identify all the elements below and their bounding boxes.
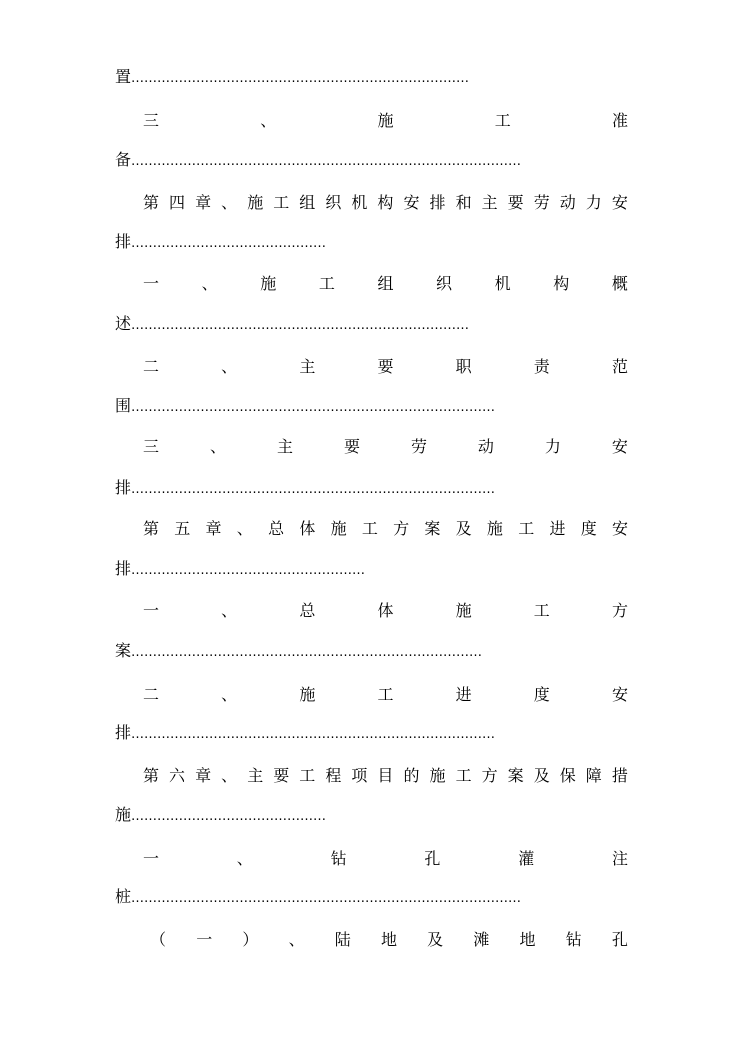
- toc-heading-line: [143, 685, 628, 705]
- toc-dot-leader: ………………………………………………………………………………: [131, 154, 522, 169]
- toc-dot-leader: ………………………………………: [131, 236, 327, 251]
- toc-heading-char: 第: [143, 193, 160, 212]
- toc-heading-char: 、: [288, 930, 305, 949]
- toc-line-tail: 施: [115, 805, 132, 824]
- toc-heading-char: 机: [494, 274, 511, 293]
- toc-dot-leader: ……………………………………………………………………: [131, 71, 470, 86]
- toc-heading-char: 工: [455, 766, 472, 785]
- toc-dot-leader: …………………………………………………………………………: [131, 482, 496, 497]
- toc-heading-char: 机: [351, 193, 368, 212]
- toc-heading-char: 、: [221, 601, 238, 620]
- toc-heading-char: 措: [611, 766, 628, 785]
- toc-heading-char: （: [150, 930, 167, 949]
- toc-line-tail: 述: [115, 314, 132, 333]
- toc-heading-char: 概: [611, 274, 628, 293]
- toc-line-tail: 排: [115, 478, 132, 497]
- toc-heading-char: 陆: [334, 930, 351, 949]
- toc-dot-leader: ………………………………………………: [131, 563, 366, 578]
- toc-heading-char: 力: [585, 193, 602, 212]
- toc-heading-char: 动: [559, 193, 576, 212]
- toc-heading-char: 工: [494, 111, 511, 130]
- toc-heading-line: [143, 111, 628, 131]
- toc-heading-char: 要: [273, 766, 290, 785]
- toc-heading-char: 总: [268, 519, 285, 538]
- toc-heading-char: 工: [377, 685, 394, 704]
- toc-line-tail: 排: [115, 559, 132, 578]
- toc-heading-char: 安: [403, 193, 420, 212]
- toc-heading-char: 工: [518, 519, 535, 538]
- toc-heading-char: 一: [143, 274, 160, 293]
- toc-heading-char: 灌: [518, 849, 535, 868]
- toc-leader-line: [115, 641, 628, 663]
- toc-heading-line: [143, 766, 628, 786]
- toc-heading-char: 案: [507, 766, 524, 785]
- toc-line-tail: 案: [115, 641, 132, 660]
- toc-heading-char: 施: [299, 685, 316, 704]
- toc-line-tail: 排: [115, 723, 132, 742]
- toc-dot-leader: …………………………………………………………………………: [131, 727, 496, 742]
- toc-heading-line: [143, 437, 628, 457]
- toc-heading-char: 二: [143, 685, 160, 704]
- toc-heading-char: 、: [209, 437, 226, 456]
- toc-heading-char: 施: [377, 111, 394, 130]
- toc-heading-char: 案: [424, 519, 441, 538]
- toc-heading-char: 工: [361, 519, 378, 538]
- toc-dot-leader: ………………………………………………………………………………: [131, 891, 522, 906]
- toc-heading-char: 项: [351, 766, 368, 785]
- toc-dot-leader: ………………………………………………………………………: [131, 645, 483, 660]
- toc-heading-char: 施: [247, 193, 264, 212]
- toc-heading-char: 织: [325, 193, 342, 212]
- toc-heading-char: 二: [143, 357, 160, 376]
- toc-heading-char: 和: [455, 193, 472, 212]
- toc-heading-char: 构: [553, 274, 570, 293]
- toc-heading-char: 地: [519, 930, 536, 949]
- toc-dot-leader: ……………………………………………………………………: [131, 318, 470, 333]
- toc-heading-char: 安: [611, 685, 628, 704]
- toc-heading-char: 孔: [611, 930, 628, 949]
- toc-heading-char: 施: [486, 519, 503, 538]
- toc-heading-char: 及: [455, 519, 472, 538]
- toc-heading-char: 注: [611, 849, 628, 868]
- toc-heading-char: 障: [585, 766, 602, 785]
- toc-heading-char: 施: [330, 519, 347, 538]
- toc-heading-char: 三: [143, 111, 160, 130]
- toc-heading-char: 施: [455, 601, 472, 620]
- toc-heading-line: [143, 601, 628, 621]
- toc-heading-char: 安: [611, 437, 628, 456]
- toc-heading-char: 安: [611, 519, 628, 538]
- toc-heading-char: 保: [559, 766, 576, 785]
- toc-heading-char: 准: [611, 111, 628, 130]
- toc-heading-line: [143, 849, 628, 869]
- toc-line-tail: 桩: [115, 887, 132, 906]
- toc-heading-char: 滩: [473, 930, 490, 949]
- toc-leader-line: [115, 314, 628, 336]
- toc-heading-char: 组: [299, 193, 316, 212]
- toc-heading-char: 章: [195, 766, 212, 785]
- toc-heading-char: 目: [377, 766, 394, 785]
- toc-heading-char: 主: [299, 357, 316, 376]
- toc-heading-char: 三: [143, 437, 160, 456]
- toc-heading-char: 五: [174, 519, 191, 538]
- toc-line-tail: 排: [115, 232, 132, 251]
- toc-heading-char: 要: [507, 193, 524, 212]
- toc-heading-char: 排: [429, 193, 446, 212]
- toc-dot-leader: …………………………………………………………………………: [131, 400, 496, 415]
- toc-heading-char: 织: [436, 274, 453, 293]
- toc-leader-line: [115, 723, 628, 745]
- toc-heading-char: 劳: [533, 193, 550, 212]
- toc-heading-char: 一: [143, 849, 160, 868]
- toc-heading-char: 钻: [565, 930, 582, 949]
- toc-heading-char: 章: [205, 519, 222, 538]
- toc-heading-char: 方: [611, 601, 628, 620]
- toc-heading-char: 动: [477, 437, 494, 456]
- toc-heading-char: 、: [201, 274, 218, 293]
- toc-heading-line: [150, 930, 628, 950]
- toc-heading-char: 构: [377, 193, 394, 212]
- toc-dot-leader: ………………………………………: [131, 809, 327, 824]
- toc-heading-char: 责: [533, 357, 550, 376]
- toc-heading-char: 施: [260, 274, 277, 293]
- toc-leader-line: [115, 887, 628, 909]
- toc-heading-char: 工: [318, 274, 335, 293]
- toc-heading-line: [143, 274, 628, 294]
- toc-heading-char: 组: [377, 274, 394, 293]
- toc-heading-char: 力: [544, 437, 561, 456]
- toc-heading-char: 要: [343, 437, 360, 456]
- toc-heading-char: 孔: [424, 849, 441, 868]
- toc-heading-line: [143, 357, 628, 377]
- toc-heading-char: 、: [236, 519, 253, 538]
- toc-heading-char: 第: [143, 766, 160, 785]
- toc-heading-char: 工: [273, 193, 290, 212]
- toc-heading-char: 及: [533, 766, 550, 785]
- toc-heading-char: 、: [221, 193, 238, 212]
- toc-leader-line: [115, 805, 628, 827]
- toc-heading-char: 、: [221, 766, 238, 785]
- toc-heading-char: 度: [580, 519, 597, 538]
- toc-heading-char: 工: [299, 766, 316, 785]
- toc-heading-char: 进: [549, 519, 566, 538]
- toc-leader-line: [115, 396, 628, 418]
- toc-heading-char: 第: [143, 519, 160, 538]
- toc-line-tail: 备: [115, 150, 132, 169]
- toc-heading-char: 的: [403, 766, 420, 785]
- toc-heading-char: 四: [169, 193, 186, 212]
- toc-heading-char: 主: [481, 193, 498, 212]
- toc-heading-char: 工: [533, 601, 550, 620]
- toc-heading-char: 方: [393, 519, 410, 538]
- toc-heading-char: 、: [221, 357, 238, 376]
- toc-leader-line: [115, 232, 628, 254]
- toc-heading-char: 体: [299, 519, 316, 538]
- toc-heading-char: 施: [429, 766, 446, 785]
- toc-heading-char: 进: [455, 685, 472, 704]
- toc-heading-char: 程: [325, 766, 342, 785]
- toc-heading-char: 体: [377, 601, 394, 620]
- toc-heading-char: 度: [533, 685, 550, 704]
- toc-heading-char: 总: [299, 601, 316, 620]
- toc-heading-line: [143, 193, 628, 213]
- toc-heading-char: 主: [276, 437, 293, 456]
- toc-line-tail: 围: [115, 396, 132, 415]
- toc-heading-char: 一: [196, 930, 213, 949]
- toc-heading-char: 六: [169, 766, 186, 785]
- toc-leader-line: [115, 559, 628, 581]
- toc-line-tail: 置: [115, 67, 132, 86]
- toc-heading-char: 、: [260, 111, 277, 130]
- toc-heading-char: 职: [455, 357, 472, 376]
- toc-heading-char: 章: [195, 193, 212, 212]
- toc-heading-char: 钻: [330, 849, 347, 868]
- toc-heading-char: 主: [247, 766, 264, 785]
- toc-heading-char: 、: [221, 685, 238, 704]
- toc-heading-char: ）: [242, 930, 259, 949]
- toc-leader-line: [115, 67, 628, 89]
- toc-heading-char: 安: [611, 193, 628, 212]
- toc-heading-char: 劳: [410, 437, 427, 456]
- toc-heading-char: 要: [377, 357, 394, 376]
- toc-heading-char: 一: [143, 601, 160, 620]
- toc-heading-char: 范: [611, 357, 628, 376]
- toc-heading-char: 及: [427, 930, 444, 949]
- toc-heading-char: 、: [236, 849, 253, 868]
- toc-heading-line: [143, 519, 628, 539]
- toc-leader-line: [115, 150, 628, 172]
- toc-leader-line: [115, 478, 628, 500]
- toc-heading-char: 方: [481, 766, 498, 785]
- toc-heading-char: 地: [380, 930, 397, 949]
